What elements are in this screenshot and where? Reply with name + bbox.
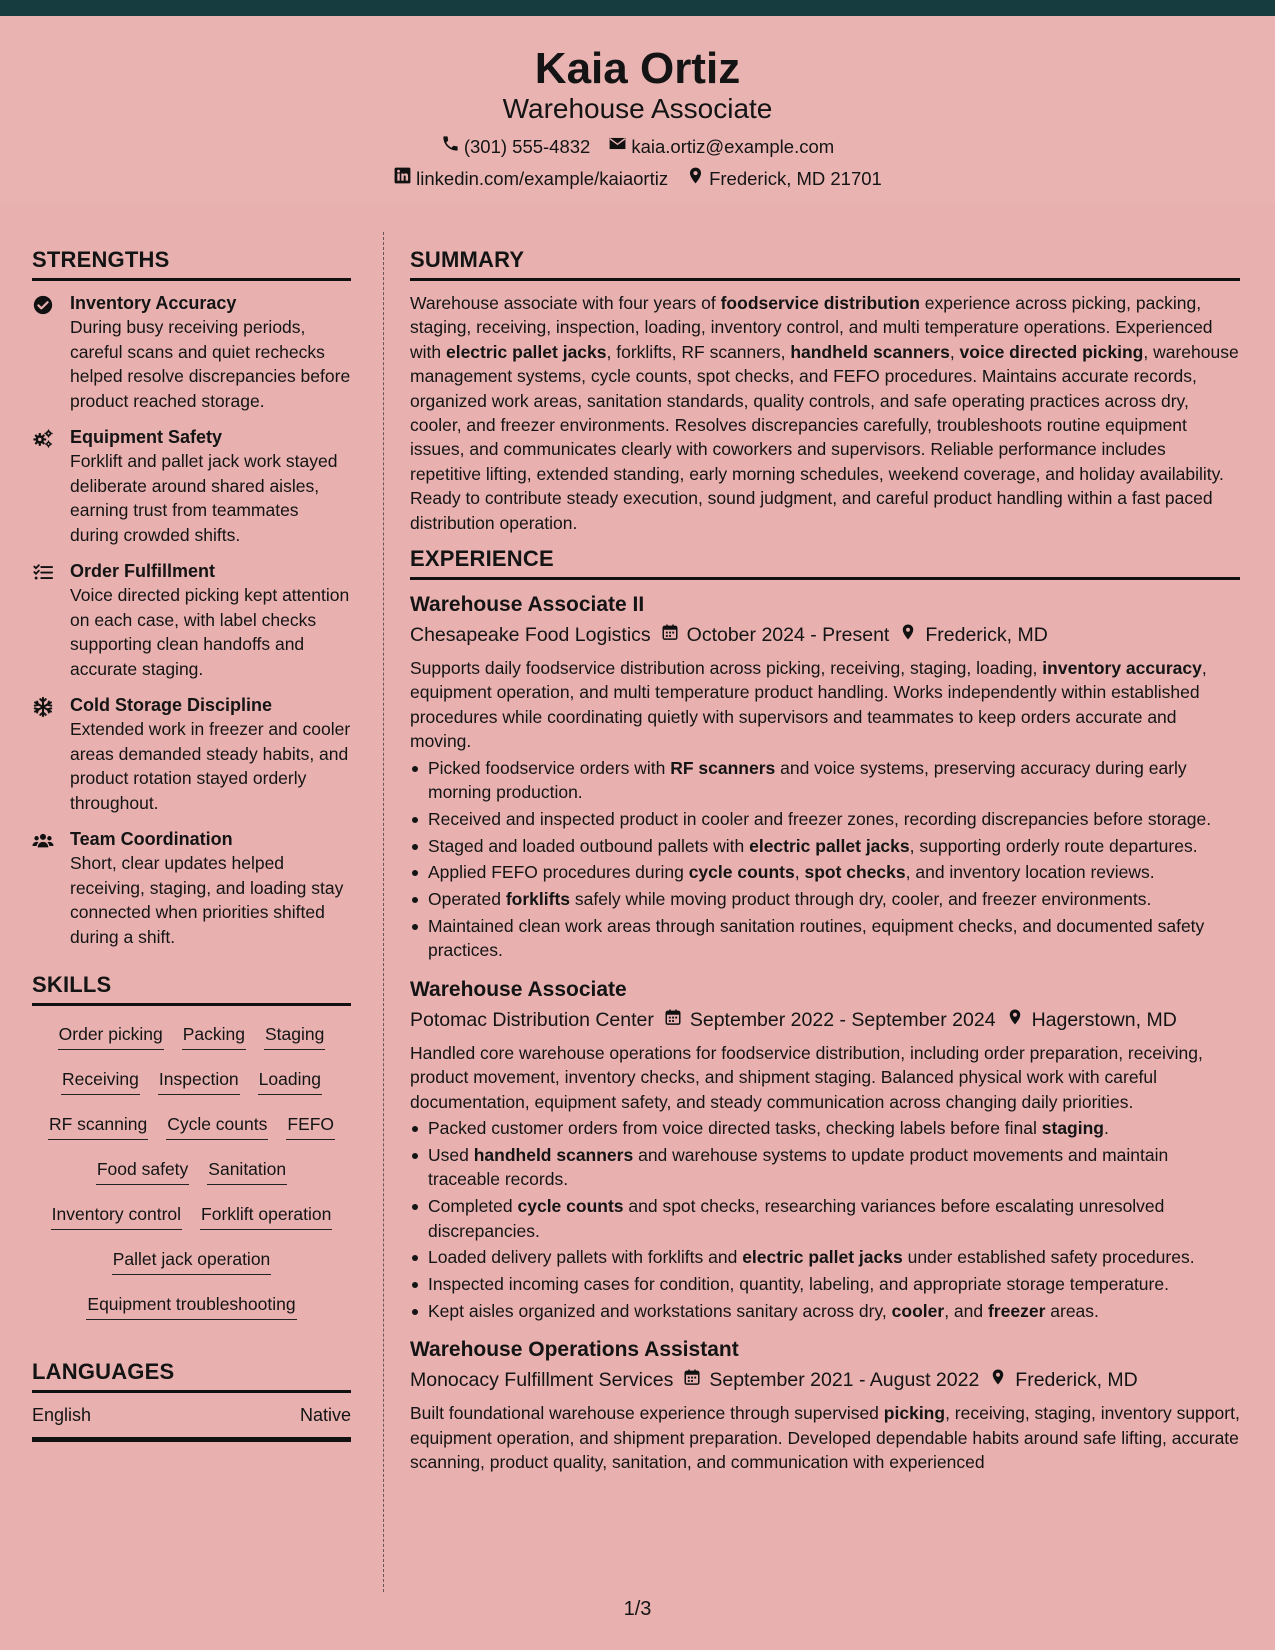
strength-description: Forklift and pallet jack work stayed deliberate around shared aisles, earning trust from teammates during crowded shifts.: [70, 451, 338, 545]
emphasis-text: handheld scanners: [473, 1144, 634, 1165]
job-description: [410, 656, 1240, 754]
resume-header: [0, 16, 1275, 204]
right-column: [410, 246, 1240, 1487]
text-segment: ,: [794, 862, 805, 883]
text-segment: Received and inspected product in cooler and freezer zones, recording discrepancies before storage.: [428, 808, 1212, 829]
text-segment: , and: [944, 1300, 988, 1321]
emphasis-text: picking: [883, 1403, 946, 1424]
strength-description: Voice directed picking kept attention on each case, with label checks supporting clean handoffs and accurate staging.: [70, 585, 350, 679]
languages-heading: LANGUAGES: [32, 1358, 351, 1393]
left-column: [32, 246, 351, 1442]
strength-item: [32, 291, 351, 413]
bullet-item: [410, 914, 1240, 963]
language-row: [32, 1395, 351, 1442]
bullet-item: [410, 1245, 1240, 1269]
strength-body: [70, 693, 351, 815]
text-segment: , receiving, staging, inventory support, equipment operation, and shipment preparation. Developed dependable habits around safe lifting, accurate scanning, product quality, sanitation, and communication with experienced: [410, 1403, 1240, 1473]
text-segment: experience across picking, packing, staging, receiving, inspection, loading, inventory control, and multi temperature operations. Experienced with: [410, 293, 1213, 362]
emphasis-text: cooler: [891, 1300, 945, 1321]
text-segment: Handled core warehouse operations for foodservice distribution, including order preparation, receiving, product movement, inventory checks, and shipment staging. Balanced physical work with careful documentation, equipment safety, and steady communication across changing daily priorities.: [410, 1042, 1203, 1112]
job-location: [989, 1365, 1137, 1395]
emphasis-text: inventory accuracy: [1042, 658, 1202, 679]
map-pin-icon: [1006, 1005, 1024, 1035]
job-dates-text: September 2022 - September 2024: [689, 1008, 996, 1031]
text-segment: ,: [949, 341, 960, 362]
emphasis-text: spot checks: [804, 862, 906, 883]
strength-body: [70, 559, 351, 681]
text-segment: safely while moving product through dry, cooler, and freezer environments.: [570, 889, 1152, 910]
skill-tag: Order picking: [58, 1022, 164, 1050]
page-number: 1/3: [623, 1598, 652, 1620]
skill-tag: Receiving: [61, 1067, 140, 1095]
emphasis-text: cycle counts: [517, 1196, 624, 1217]
emphasis-text: electric pallet jacks: [445, 341, 607, 362]
strength-item: [32, 559, 351, 681]
job-bullets: [410, 1116, 1240, 1323]
summary-text: [410, 291, 1240, 535]
text-segment: , supporting orderly route departures.: [909, 835, 1198, 856]
text-segment: areas.: [1045, 1300, 1099, 1321]
emphasis-text: electric pallet jacks: [749, 835, 910, 856]
emphasis-text: forklifts: [505, 889, 571, 910]
text-segment: and spot checks, researching variances before escalating unresolved discrepancies.: [428, 1196, 1165, 1241]
text-segment: Staged and loaded outbound pallets with: [428, 835, 750, 856]
envelope-icon: [608, 134, 627, 159]
text-segment: Maintained clean work areas through sanitation routines, equipment checks, and documented safety practices.: [428, 916, 1205, 961]
text-segment: Inspected incoming cases for condition, quantity, labeling, and appropriate storage temperature.: [428, 1274, 1169, 1295]
map-pin-icon: [899, 620, 917, 650]
text-segment: and voice systems, preserving accuracy during early morning production.: [428, 757, 1187, 803]
job-title: Warehouse Operations Assistant: [410, 1338, 739, 1362]
text-segment: Applied FEFO procedures during: [428, 862, 689, 883]
skill-tag: RF scanning: [48, 1112, 148, 1140]
strength-item: [32, 425, 351, 547]
column-divider: [383, 232, 384, 1592]
contact-row-secondary: [0, 166, 1275, 191]
job-dates-text: October 2024 - Present: [686, 624, 890, 647]
bullet-item: [410, 860, 1240, 884]
team-icon: [32, 827, 58, 949]
emphasis-text: cycle counts: [688, 862, 795, 883]
text-segment: and warehouse systems to update product movements and maintain traceable records.: [428, 1144, 1169, 1190]
skill-tag: Cycle counts: [166, 1112, 268, 1140]
job-company: Potomac Distribution Center: [410, 1008, 654, 1031]
summary-section: [410, 291, 1240, 535]
skill-tag: Inspection: [158, 1067, 240, 1095]
strength-description: Extended work in freezer and cooler areas demanded steady habits, and product rotation stayed orderly throughout.: [70, 719, 351, 813]
job-location-text: Frederick, MD: [1015, 1369, 1138, 1392]
skill-tag: Sanitation: [207, 1157, 287, 1185]
text-segment: , warehouse management systems, cycle counts, spot checks, and FEFO procedures. Maintains accurate records, organized work areas, sanitation standards, quality controls, and safe operating practices across dry, cooler, and freezer environments. Resolves discrepancies carefully, troubleshoots routine equipment issues, and communicates clearly with coworkers and supervisors. Reliable performance includes repetitive lifting, extended standing, early morning schedules, weekend coverage, and holiday availability. Ready to contribute steady execution, sound judgment, and careful product handling within a fast paced distribution operation.: [410, 341, 1239, 533]
job-dates: [664, 1005, 996, 1035]
gears-icon: [32, 425, 58, 547]
emphasis-text: RF scanners: [670, 757, 776, 778]
skill-tag: Equipment troubleshooting: [86, 1292, 296, 1320]
text-segment: Loaded delivery pallets with forklifts and: [428, 1247, 743, 1268]
experience-list: [410, 590, 1240, 1474]
calendar-icon: [683, 1365, 701, 1395]
bullet-item: [410, 834, 1240, 858]
emphasis-text: freezer: [987, 1300, 1046, 1321]
snowflake-icon: [32, 693, 58, 815]
calendar-icon: [661, 620, 679, 650]
bullet-item: [410, 1194, 1240, 1243]
location-text: Frederick, MD 21701: [709, 167, 882, 189]
check-circle-icon: [32, 291, 58, 413]
strength-title: Equipment Safety: [70, 427, 223, 447]
strength-item: [32, 693, 351, 815]
strength-title: Order Fulfillment: [70, 561, 216, 581]
text-segment: , equipment operation, and multi temperature product handling. Works independently within established procedures while coordinating quietly with supervisors and teammates to keep orders accurate and moving.: [410, 658, 1207, 752]
skill-tag: Pallet jack operation: [112, 1247, 272, 1275]
linkedin-text: linkedin.com/example/kaiaortiz: [416, 167, 669, 189]
text-segment: Warehouse associate with four years of: [410, 293, 721, 313]
job-location: [899, 620, 1047, 650]
email-text: kaia.ortiz@example.com: [631, 135, 835, 157]
text-segment: Operated: [428, 889, 506, 910]
contact-row-primary: [0, 134, 1275, 159]
job-company: Monocacy Fulfillment Services: [410, 1369, 674, 1392]
strength-body: [70, 425, 351, 547]
bullet-item: [410, 1143, 1240, 1192]
skill-tag: Staging: [264, 1022, 325, 1050]
skill-tag: Inventory control: [51, 1202, 182, 1230]
emphasis-text: voice directed picking: [959, 341, 1144, 362]
emphasis-text: foodservice distribution: [720, 293, 920, 313]
skill-tag: Forklift operation: [200, 1202, 332, 1230]
language-level: Native: [299, 1405, 351, 1425]
text-segment: Kept aisles organized and workstations sanitary across dry,: [428, 1300, 892, 1321]
candidate-title: Warehouse Associate: [502, 93, 773, 124]
job-location-text: Hagerstown, MD: [1031, 1008, 1177, 1031]
bullet-item: [410, 1272, 1240, 1296]
text-segment: Packed customer orders from voice directed tasks, checking labels before final: [428, 1118, 1042, 1139]
strength-body: [70, 827, 351, 949]
strength-item: [32, 827, 351, 949]
job-dates-text: September 2021 - August 2022: [709, 1369, 980, 1392]
skills-heading: SKILLS: [32, 971, 351, 1006]
bullet-item: [410, 887, 1240, 911]
linkedin-icon: [393, 166, 412, 191]
skill-tag: Packing: [182, 1022, 246, 1050]
strengths-heading: STRENGTHS: [32, 246, 351, 281]
job-company: Chesapeake Food Logistics: [410, 624, 651, 647]
summary-heading: SUMMARY: [410, 246, 1240, 281]
skills-list: [32, 1016, 351, 1320]
emphasis-text: handheld scanners: [790, 341, 950, 362]
job-entry: [410, 975, 1240, 1323]
job-meta: [410, 1005, 1240, 1035]
skill-tag: FEFO: [286, 1112, 335, 1140]
text-segment: .: [1104, 1118, 1109, 1139]
text-segment: under established safety procedures.: [902, 1247, 1195, 1268]
candidate-name: Kaia Ortiz: [534, 44, 741, 93]
map-pin-icon: [989, 1365, 1007, 1395]
strength-body: [70, 291, 351, 413]
job-bullets: [410, 756, 1240, 963]
linkedin-contact: [393, 166, 668, 191]
emphasis-text: electric pallet jacks: [742, 1247, 903, 1268]
phone-icon: [441, 134, 460, 159]
job-entry: [410, 590, 1240, 963]
bullet-item: [410, 756, 1240, 805]
location-contact: [686, 166, 882, 191]
text-segment: Used: [428, 1144, 474, 1165]
bullet-item: [410, 807, 1240, 831]
strength-description: During busy receiving periods, careful scans and quiet rechecks helped resolve discrepancies before product reached storage.: [70, 317, 351, 411]
emphasis-text: staging: [1041, 1118, 1104, 1139]
calendar-icon: [664, 1005, 682, 1035]
job-description: [410, 1041, 1240, 1114]
skill-tag: Food safety: [96, 1157, 189, 1185]
job-title: Warehouse Associate: [410, 977, 627, 1001]
strength-description: Short, clear updates helped receiving, staging, and loading stay connected when priorities shifted during a shift.: [70, 853, 344, 947]
job-location-text: Frederick, MD: [925, 624, 1048, 647]
text-segment: , forklifts, RF scanners,: [606, 341, 791, 362]
experience-heading: EXPERIENCE: [410, 545, 1240, 580]
job-dates: [683, 1365, 979, 1395]
skill-tag: Loading: [258, 1067, 322, 1095]
languages-list: [32, 1395, 351, 1442]
top-accent-bar: [0, 0, 1275, 16]
job-meta: [410, 1365, 1240, 1395]
text-segment: , and inventory location reviews.: [905, 862, 1155, 883]
strength-title: Cold Storage Discipline: [70, 695, 273, 715]
text-segment: Supports daily foodservice distribution across picking, receiving, staging, loading,: [410, 658, 1043, 679]
text-segment: Completed: [428, 1196, 518, 1217]
language-name: English: [32, 1405, 92, 1425]
job-description: [410, 1401, 1240, 1474]
phone-text: (301) 555-4832: [463, 135, 591, 157]
bullet-item: [410, 1116, 1240, 1140]
strengths-list: [32, 291, 351, 949]
job-location: [1006, 1005, 1177, 1035]
map-pin-icon: [686, 166, 705, 191]
bullet-item: [410, 1299, 1240, 1323]
text-segment: Picked foodservice orders with: [428, 757, 671, 778]
job-meta: [410, 620, 1240, 650]
text-segment: Built foundational warehouse experience through supervised: [410, 1403, 884, 1424]
job-dates: [661, 620, 890, 650]
phone-contact: [441, 134, 591, 159]
job-title: Warehouse Associate II: [410, 593, 645, 617]
job-entry: [410, 1335, 1240, 1474]
email-contact: [608, 134, 834, 159]
list-check-icon: [32, 559, 58, 681]
strength-title: Team Coordination: [70, 829, 233, 849]
strength-title: Inventory Accuracy: [70, 293, 237, 313]
